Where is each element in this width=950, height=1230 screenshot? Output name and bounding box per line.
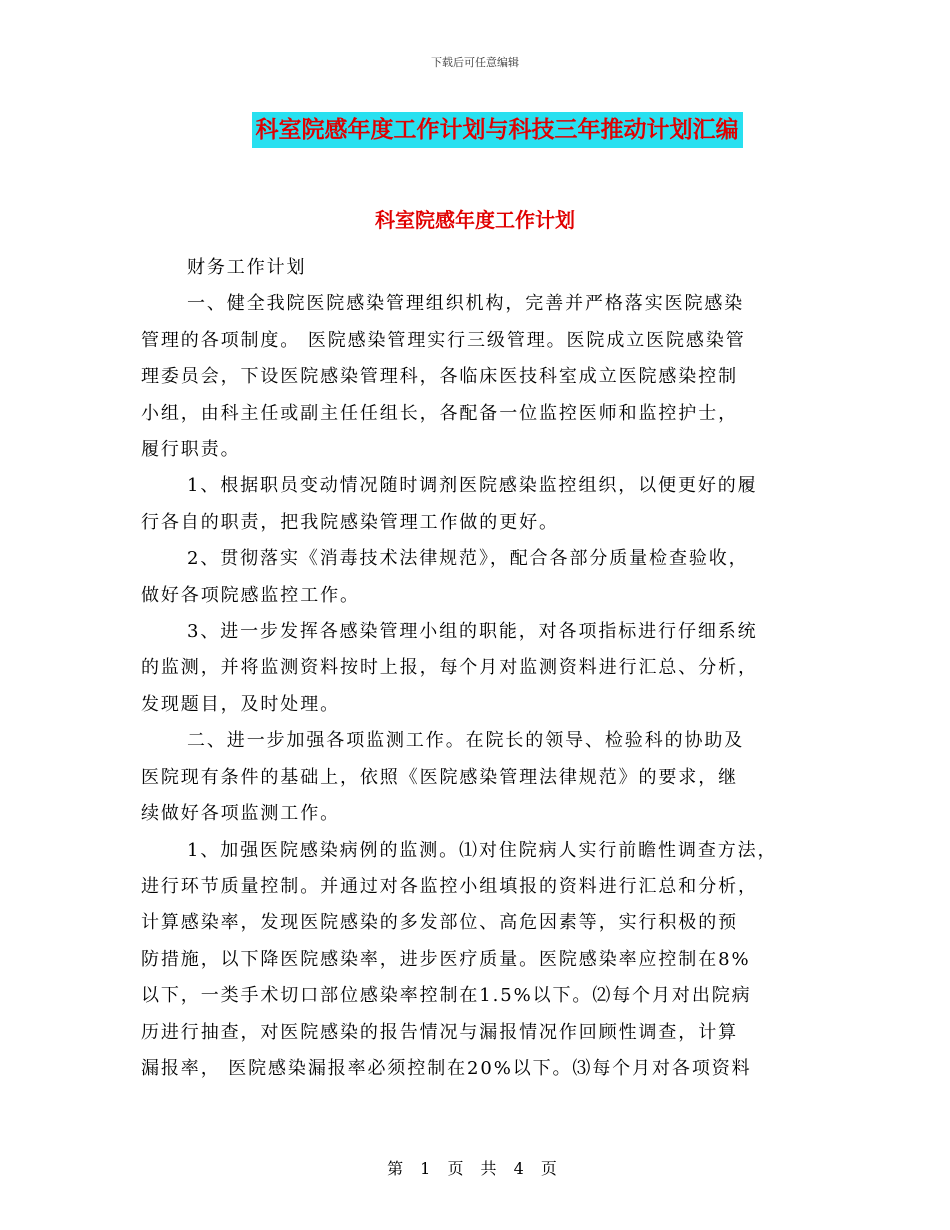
paragraph-line: 计算感染率，发现医院感染的多发部位、高危因素等，实行积极的预: [141, 912, 738, 934]
paragraph-line: 一、健全我院医院感染管理组织机构，完善并严格落实医院感染: [187, 293, 745, 315]
paragraph-line: 1、根据职员变动情况随时调剂医院感染监控组织，以便更好的履: [187, 475, 758, 497]
paragraph-line: 防措施，以下降医院感染率，进步医疗质量。医院感染率应控制在8%: [141, 948, 751, 970]
paragraph-line: 续做好各项监测工作。: [141, 803, 340, 825]
page-footer: 第 1 页 共 4 页: [387, 1159, 563, 1178]
paragraph-line: 二、进一步加强各项监测工作。在院长的领导、检验科的协助及: [187, 730, 745, 752]
paragraph-line: 2、贯彻落实《消毒技术法律规范》，配合各部分质量检查验收，: [187, 548, 749, 570]
paragraph-line: 财务工作计划: [187, 257, 307, 278]
paragraph-line: 发现题目，及时处理。: [141, 693, 340, 715]
paragraph-line: 漏报率， 医院感染漏报率必须控制在20%以下。⑶每个月对各项资料: [141, 1057, 752, 1079]
main-title-text: 科室院感年度工作计划与科技三年推动计划汇编: [252, 112, 743, 148]
document-main-title: [0, 112, 950, 148]
paragraph-line: 履行职责。: [141, 439, 241, 461]
paragraph-line: 小组，由科主任或副主任任组长，各配备一位监控医师和监控护士，: [141, 402, 738, 424]
paragraph-line: 3、进一步发挥各感染管理小组的职能，对各项指标进行仔细系统: [187, 621, 758, 643]
paragraph-line: 管理的各项制度。 医院感染管理实行三级管理。医院成立医院感染管: [141, 329, 746, 351]
document-body: [141, 250, 811, 1087]
paragraph-line: 医院现有条件的基础上，依照《医院感染管理法律规范》的要求，继: [141, 766, 738, 788]
paragraph-line: 1、加强医院感染病例的监测。⑴对住院病人实行前瞻性调查方法，: [187, 839, 778, 861]
paragraph-line: 的监测，并将监测资料按时上报，每个月对监测资料进行汇总、分析，: [141, 657, 758, 679]
paragraph-line: 理委员会，下设医院感染管理科，各临床医技科室成立医院感染控制: [141, 366, 738, 388]
paragraph-line: 行各自的职责，把我院感染管理工作做的更好。: [141, 511, 559, 533]
paragraph-line: 进行环节质量控制。并通过对各监控小组填报的资料进行汇总和分析，: [141, 875, 758, 897]
section-title: 科室院感年度工作计划: [375, 208, 575, 232]
paragraph-line: 历进行抽查，对医院感染的报告情况与漏报情况作回顾性调查，计算: [141, 1021, 738, 1043]
paragraph-line: 以下，一类手术切口部位感染率控制在1.5%以下。⑵每个月对出院病: [141, 985, 752, 1007]
paragraph-line: 做好各项院感监控工作。: [141, 584, 360, 606]
page-header-note: 下载后可任意编辑: [431, 56, 519, 69]
